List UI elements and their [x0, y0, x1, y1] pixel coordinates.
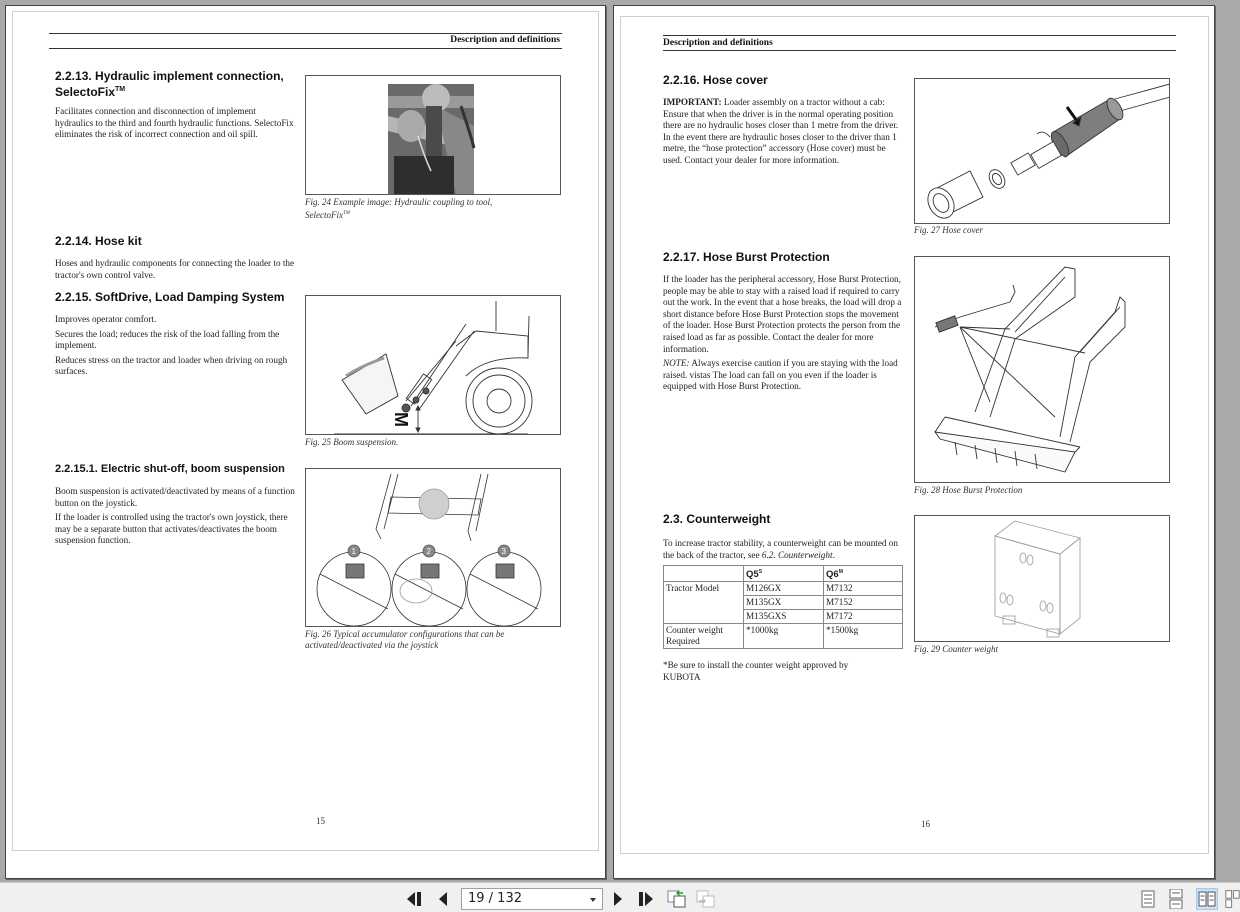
single-page-icon: [1141, 890, 1155, 908]
page-number-select[interactable]: [461, 888, 603, 910]
continuous-view-button[interactable]: [1165, 888, 1187, 910]
svg-text:3: 3: [501, 547, 506, 556]
next-view-button[interactable]: [696, 889, 716, 909]
section-body-2-3: To increase tractor stability, a counterweight can be mounted on the back of the tractor, see 6.2. Counterweight.: [663, 538, 898, 560]
table-header-cell: $Q6^M$: [824, 566, 903, 582]
figure-24-caption: Fig. 24 Example image: Hydraulic coupling to tool, SelectoFix™: [305, 197, 493, 220]
header-rule-bottom: [663, 50, 1176, 51]
table-cell: M7172: [824, 610, 903, 624]
two-page-icon: [1198, 891, 1216, 907]
table-cell: M135GXS: [744, 610, 824, 624]
table-cell: *1500kg: [824, 624, 903, 649]
table-header-cell: $Q5^S$: [744, 566, 824, 582]
section-body-2-2-15: Improves operator comfort. Secures the load; reduces the risk of the load falling from the implement. Reduces stress on the tractor and loader when driving on rough surfaces.: [55, 314, 288, 377]
table-row: [664, 582, 903, 596]
two-page-view-button[interactable]: [1196, 888, 1218, 910]
section-heading-2-2-16: 2.2.16. Hose cover: [663, 73, 768, 87]
table-row-label: Counter weight Required: [664, 624, 744, 649]
table-cell: M135GX: [744, 596, 824, 610]
page-number: 16: [921, 819, 930, 829]
table-cell: M7132: [824, 582, 903, 596]
prev-page-icon: [437, 891, 449, 907]
section-body-2-2-13: Facilitates connection and disconnection of implement hydraulics to the third and fourth hydraulic functions. SelectoFix eliminates the risk of incorrect connection and oil spill.: [55, 106, 294, 140]
dropdown-arrow-icon: [590, 898, 596, 902]
page-16: [613, 5, 1215, 879]
continuous-page-icon: [1169, 889, 1183, 909]
first-page-icon: [406, 891, 424, 907]
running-header: Description and definitions: [663, 38, 773, 48]
figure-24-hydraulic-coupling: [305, 75, 561, 195]
svg-text:2: 2: [426, 547, 431, 556]
section-heading-2-2-15: 2.2.15. SoftDrive, Load Damping System: [55, 290, 285, 304]
last-page-icon: [637, 891, 655, 907]
page-15: [5, 5, 606, 879]
section-body-2-2-15-1: Boom suspension is activated/deactivated by means of a function button on the joystick. If the loader is controlled using the tractor's own joystick, there may be a separate button that activates/deactivates the boom suspension function.: [55, 486, 295, 546]
single-page-view-button[interactable]: [1137, 888, 1159, 910]
svg-text:M: M: [391, 412, 411, 427]
previous-page-button[interactable]: [433, 889, 453, 909]
section-heading-2-2-15-1: 2.2.15.1. Electric shut-off, boom suspension: [55, 463, 285, 475]
counterweight-table: [663, 565, 903, 649]
header-rule-top: [663, 35, 1176, 36]
table-cell: *1000kg: [744, 624, 824, 649]
next-page-icon: [612, 891, 624, 907]
note-label: NOTE:: [663, 358, 690, 369]
table-row: [664, 624, 903, 649]
section-heading-2-3: 2.3. Counterweight: [663, 512, 771, 526]
figure-28-caption: Fig. 28 Hose Burst Protection: [914, 485, 1023, 495]
header-rule-top: [49, 33, 562, 34]
next-page-button[interactable]: [608, 889, 628, 909]
section-heading-2-2-14: 2.2.14. Hose kit: [55, 234, 142, 248]
section-heading-2-2-13: 2.2.13. Hydraulic implement connection, SelectoFix™: [55, 69, 284, 99]
running-header: Description and definitions: [450, 35, 560, 45]
figure-29-counter-weight: [914, 515, 1170, 642]
two-page-continuous-view-button[interactable]: [1225, 888, 1240, 910]
cross-reference-link[interactable]: 6.2. Counterweight: [761, 549, 833, 560]
important-label: IMPORTANT:: [663, 97, 722, 107]
figure-25-caption: Fig. 25 Boom suspension.: [305, 437, 399, 447]
section-body-2-2-14: Hoses and hydraulic components for connecting the loader to the tractor's own control valve.: [55, 258, 295, 280]
figure-29-caption: Fig. 29 Counter weight: [914, 644, 998, 654]
figure-27-hose-cover: [914, 78, 1170, 224]
next-view-icon: [696, 889, 716, 909]
table-row-label: Tractor Model: [664, 582, 744, 624]
table-header-row: [664, 566, 903, 582]
figure-26-accumulator-configurations: [305, 468, 561, 627]
page-indicator: 19 / 132: [468, 891, 522, 906]
figure-26-caption: Fig. 26 Typical accumulator configurations that can be activated/deactivated via the joystick: [305, 629, 505, 650]
first-page-button[interactable]: [405, 889, 425, 909]
previous-view-button[interactable]: [667, 889, 687, 909]
counterweight-footnote: *Be sure to install the counter weight approved by KUBOTA: [663, 660, 849, 682]
figure-25-boom-suspension: [305, 295, 561, 435]
section-body-2-2-17: If the loader has the peripheral accessory, Hose Burst Protection, people may be able to stay with a raised load if required to carry out the work. In the event that a hose breaks, the load will drop a short distance before Hose Burst Protection stops the movement of the loader. Hose Burst Protection protects the person from the raised load as far as possible. Contact the dealer for more information. NOTE: Always exercise caution if you are staying with the load raised. vistas The load can fall on you even if the loader is equipped with Hose Burst Protection.: [663, 274, 902, 392]
page-number: 15: [316, 816, 325, 826]
header-rule-bottom: [49, 48, 562, 49]
section-heading-2-2-17: 2.2.17. Hose Burst Protection: [663, 250, 830, 264]
svg-text:1: 1: [351, 547, 356, 556]
table-cell: M126GX: [744, 582, 824, 596]
figure-28-hose-burst-protection: [914, 256, 1170, 483]
two-page-continuous-icon: [1225, 889, 1240, 909]
navigation-toolbar: [0, 882, 1240, 912]
section-body-2-2-16: IMPORTANT: Loader assembly on a tractor without a cab: Ensure that when the driver is in the normal operating position there are no hydraulic hoses closer than 1 metre from the driver. In the event there are hydraulic hoses closer to the driver than 1 metre, the “hose protection” accessory (Hose cover) must be used. Contact your dealer for more information.: [663, 97, 899, 165]
last-page-button[interactable]: [636, 889, 656, 909]
table-cell: M7152: [824, 596, 903, 610]
table-header-cell: [664, 566, 744, 582]
figure-27-caption: Fig. 27 Hose cover: [914, 225, 983, 235]
previous-view-icon: [667, 889, 687, 909]
